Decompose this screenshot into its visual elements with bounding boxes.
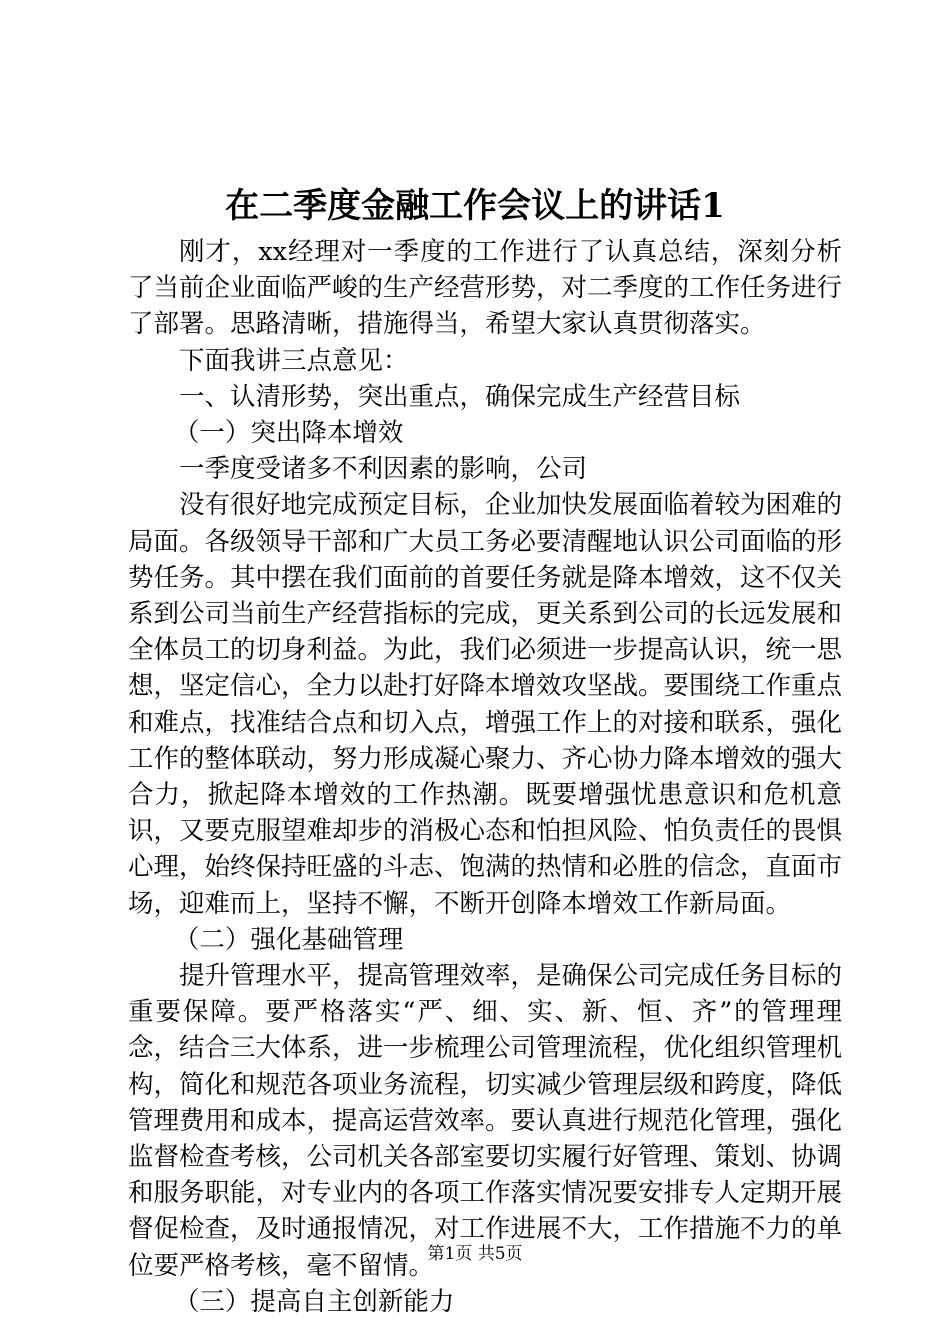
subsection-heading-2: （二）强化基础管理 [173, 924, 404, 955]
paragraph-intro: 刚才，xx经理对一季度的工作进行了认真总结，深刻分析了当前企业面临严峻的生产经营形势，对二季度的工作任务进行了部署。思路清晰，措施得当，希望大家认真贯彻落实。 [128, 237, 843, 340]
paragraph-management: 提升管理水平，提高管理效率，是确保公司完成任务目标的重要保障。要严格落实“严、细、实、新、恒、齐”的管理理念，结合三大体系，进一步梳理公司管理流程，优化组织管理机构，简化和规范各项业务流程，切实减少管理层级和跨度，降低管理费用和成本，提高运营效率。要认真进行规范化管理，强化监督检查考核，公司机关各部室要切实履行好管理、策划、协调和服务职能，对专业内的各项工作落实情况要安排专人定期开展督促检查，及时通报情况，对工作进展不大，工作措施不力的单位要严格考核，毫不留情。 [128, 961, 843, 1281]
subsection-heading-1: （一）突出降本增效 [173, 418, 404, 449]
paragraph-q1-factors: 一季度受诸多不利因素的影响，公司 [179, 454, 588, 485]
document-title: 在二季度金融工作会议上的讲话1 [225, 186, 725, 226]
subsection-heading-3: （三）提高自主创新能力 [173, 1286, 455, 1317]
page-footer: 第1页 共5页 [427, 1244, 523, 1264]
document-body [128, 234, 842, 1320]
paragraph-cost-reduction: 没有很好地完成预定目标，企业加快发展面临着较为困难的局面。各级领导干部和广大员工务必要清醒地认识公司面临的形势任务。其中摆在我们面前的首要任务就是降本增效，这不仅关系到公司当前生产经营指标的完成，更关系到公司的长远发展和全体员工的切身利益。为此，我们必须进一步提高认识，统一思想，坚定信心，全力以赴打好降本增效攻坚战。要围绕工作重点和难点，找准结合点和切入点，增强工作上的对接和联系，强化工作的整体联动，努力形成凝心聚力、齐心协力降本增效的强大合力，掀起降本增效的工作热潮。既要增强忧患意识和危机意识，又要克服望难却步的消极心态和怕担风险、怕负责任的畏惧心理，始终保持旺盛的斗志、饱满的热情和必胜的信念，直面市场，迎难而上，坚持不懈，不断开创降本增效工作新局面。 [128, 490, 843, 919]
paragraph-opinions: 下面我讲三点意见： [179, 345, 409, 376]
section-heading-1: 一、认清形势，突出重点，确保完成生产经营目标 [179, 381, 741, 412]
